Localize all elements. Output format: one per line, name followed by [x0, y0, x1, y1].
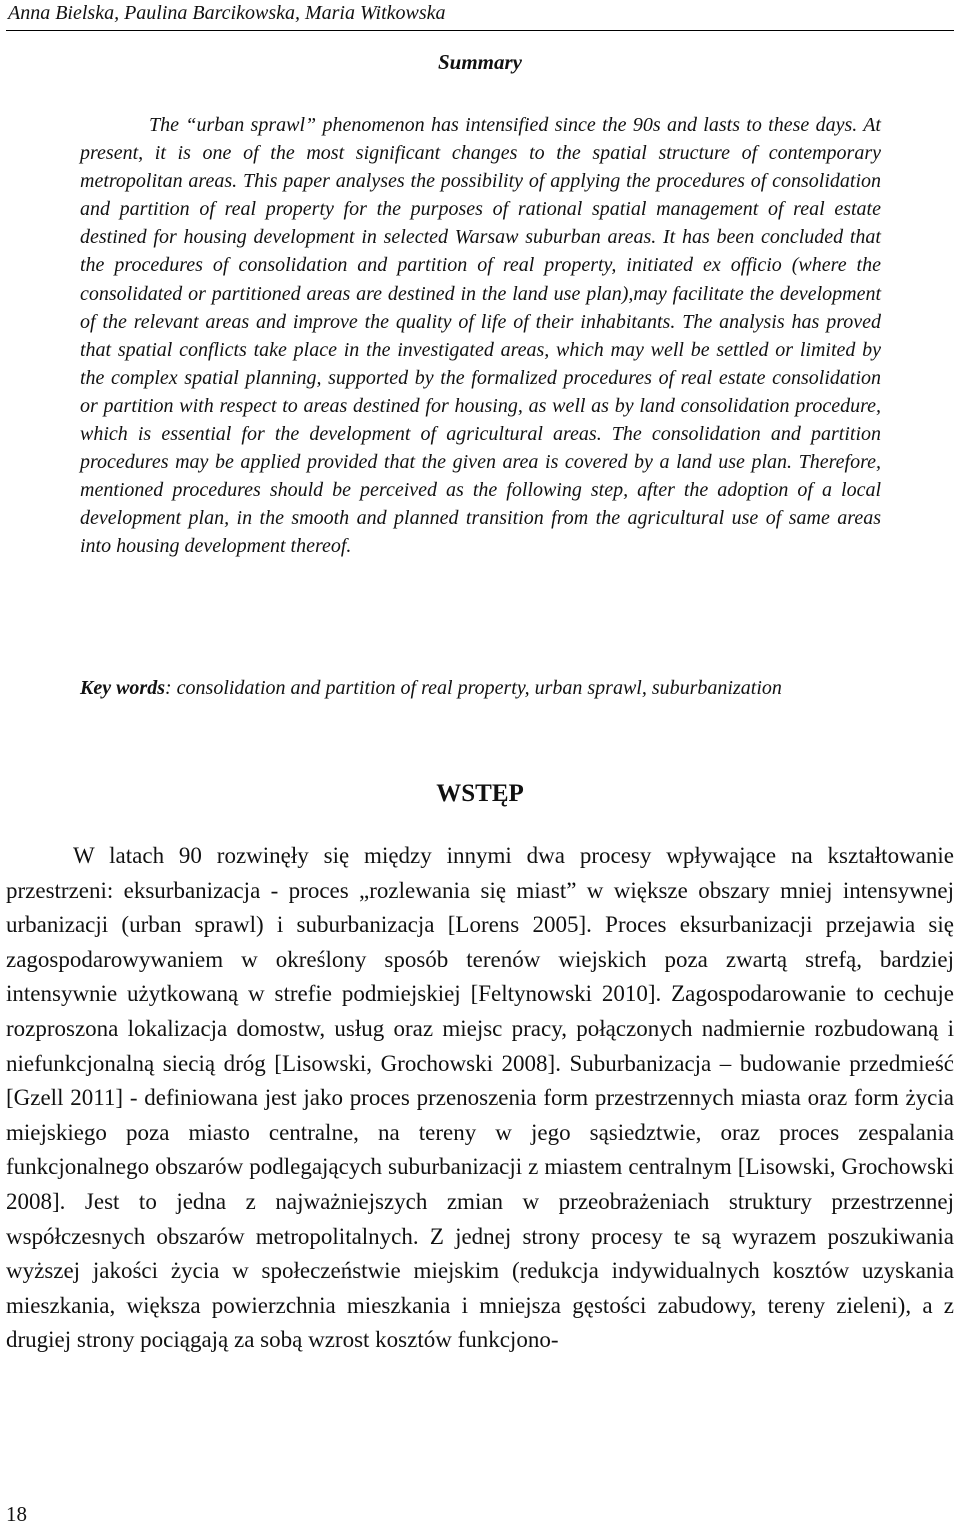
section-heading: WSTĘP	[436, 780, 524, 807]
section-body-paragraph: W latach 90 rozwinęły się między innymi dwa procesy wpływające na kształtowanie przestrzeni: eksurbanizacja - proces „rozlewania się miast” w większe obszary mniej intensywnej urbanizacji (urban sprawl) i suburbanizacja [Lorens 2005]. Proces eksurbanizacji przejawia się zagospodarowywaniem w określony sposób terenów wiejskich poza zwartą strefą, bardziej intensywnie użytkowaną w strefie podmiejskiej [Feltynowski 2010]. Zagospodarowanie to cechuje rozproszona lokalizacja domostw, usług oraz miejsc pracy, połączonych nadmiernie rozbudowaną i niefunkcjonalną siecią dróg [Lisowski, Grochowski 2008]. Suburbanizacja – budowanie przedmieść [Gzell 2011] - definiowana jest jako proces przenoszenia form przestrzennych miasta oraz form życia miejskiego poza miasto centralne, na tereny w jego sąsiedztwie, oraz proces zespalania funkcjonalnego obszarów podlegających suburbanizacji z miastem centralnym [Lisowski, Grochowski 2008]. Jest to jedna z najważniejszych zmian w przeobrażeniach struktury przestrzennej współczesnych obszarów metropolitalnych. Z jednej strony procesy te są wyrazem poszukiwania wyższej jakości życia w społeczeństwie miejskim (redukcja indywidualnych kosztów uzyskania mieszkania, większa powierzchnia mieszkania i mniejsza gęstości zabudowy, tereny zieleni), a z drugiej strony pociągają za sobą wzrost kosztów funkcjono-	[6, 843, 954, 1353]
keywords-text: : consolidation and partition of real property, urban sprawl, suburbanization	[165, 677, 782, 699]
keywords-label: Key words	[80, 677, 165, 699]
keywords-line	[80, 674, 881, 702]
running-header	[6, 0, 954, 31]
header-authors: Anna Bielska, Paulina Barcikowska, Maria Witkowska	[8, 2, 446, 24]
summary-heading: Summary	[437, 50, 523, 74]
page-number: 18	[6, 1502, 27, 1526]
summary-abstract: The “urban sprawl” phenomenon has intensified since the 90s and lasts to these days. At present, it is one of the most significant changes to the spatial structure of contemporary metropolitan areas. This paper analyses the possibility of applying the procedures of consolidation and partition of real property for the purposes of rational spatial management of real estate destined for housing development in selected Warsaw suburban areas. It has been concluded that the procedures of consolidation and partition of real property, initiated ex officio (where the consolidated or partitioned areas are destined in the land use plan),may facilitate the development of the relevant areas and improve the quality of life of their inhabitants. The analysis has proved that spatial conflicts take place in the investigated areas, which may well be settled or limited by the complex spatial planning, supported by the formalized procedures of real estate consolidation or partition with respect to areas destined for housing, as well as by land consolidation procedure, which is essential for the development of agricultural areas. The consolidation and partition procedures may be applied provided that the given area is covered by a land use plan. Therefore, mentioned procedures should be perceived as the following step, after the adoption of a local development plan, in the smooth and planned transition from the agricultural use of same areas into housing development thereof.	[80, 114, 881, 558]
